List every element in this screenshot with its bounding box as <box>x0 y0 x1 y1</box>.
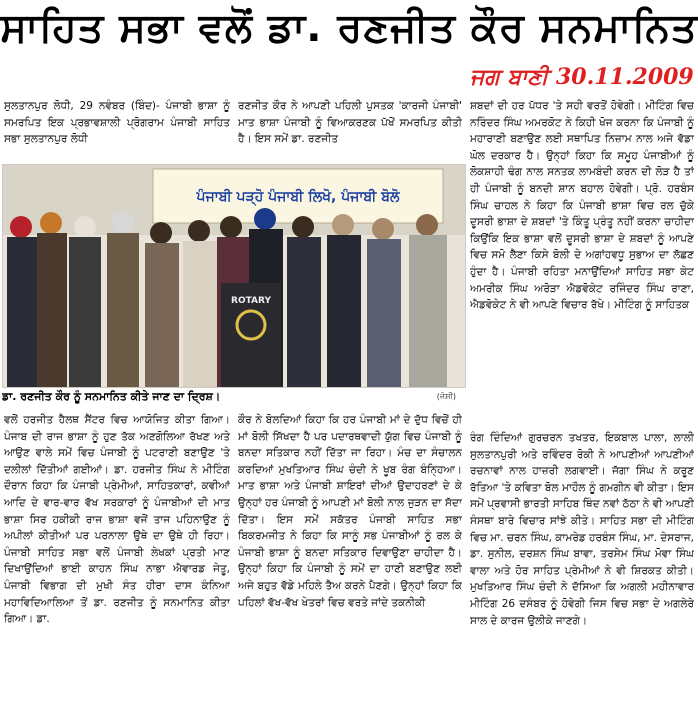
paragraph: ਰੰਗ ਦਿੰਦਿਆਂ ਗੁਰਚਰਨ ਤਖਤਰ, ਇਕਬਾਲ ਪਾਲਾ, ਲਾਲੀ ਸੁਲਤਾਨਪੁਰੀ ਅਤੇ ਰਵਿੰਦਰ ਰੋਕੀ ਨੇ ਆਪਣੀਆਂ ਆਪਣੀਆਂ ਰਚਨਾਵਾਂ ਨਾਲ ਹਾਜ਼ਰੀ ਲਗਵਾਈ। ਜੱਗਾ ਸਿੰਘ ਨੇ ਕਰੂਣ ਰੱਤਿਆ 'ਤੇ ਕਵਿਤਾ ਬੋਲ ਮਾਹੌਲ ਨੂੰ ਗਮਗੀਨ ਵੀ ਕੀਤਾ। ਇਸ ਸਮੇਂ ਪ੍ਰਵਾਸੀ ਭਾਰਤੀ ਸਾਹਿਬ ਥਿੰਦ ਨਵਾਂ ਠੱਠਾ ਨੇ ਵੀ ਆਪਣੀ ਸੰਸਥਾ ਬਾਰੇ ਵਿਚਾਰ ਸਾਂਝੇ ਕੀਤੇ। ਸਾਹਿਤ ਸਭਾ ਦੀ ਮੀਟਿੰਗ ਵਿਚ ਮਾ. ਚਰਨ ਸਿੰਘ, ਕਾਮਰੇਡ ਹਰਬੰਸ ਸਿੰਘ, ਮਾ. ਦੇਸਰਾਜ, ਡਾ. ਸੁਨੀਲ, ਦਰਸ਼ਨ ਸਿੰਘ ਬਾਵਾ, ਤਰਸੇਮ ਸਿੰਘ ਮੋਵਾ ਸਿੰਘ ਵਾਲਾ ਅਤੇ ਹੋਰ ਸਾਹਿਤ ਪ੍ਰੇਮੀਆਂ ਨੇ ਵੀ ਸ਼ਿਰਕਤ ਕੀਤੀ। ਮੁਖਤਿਆਰ ਸਿੰਘ ਚੰਦੀ ਨੇ ਦੱਸਿਆ ਕਿ ਅਗਲੀ ਮਹੀਨਾਵਾਰ ਮੀਟਿੰਗ 26 ਦਸੰਬਰ ਨੂੰ ਹੋਵੇਗੀ ਜਿਸ ਵਿਚ ਸਭਾ ਦੇ ਅਗਲੇਰੇ ਸਾਲ ਦੇ ਕਾਰਜ ਉਲੀਕੇ ਜਾਣਗੇ। <box>470 432 694 627</box>
headline: ਸਾਹਿਤ ਸਭਾ ਵਲੋਂ ਡਾ. ਰਣਜੀਤ ਕੌਰ ਸਨਮਾਨਿਤ <box>0 5 698 51</box>
newspaper-dateline: ਜਗ ਬਾਣੀ 30.11.2009 <box>470 64 694 90</box>
photo-credit: (ਜੋਸ਼ੀ) <box>436 392 456 401</box>
paragraph: ਵਲੋਂ ਹਰਜੀਤ ਹੈਲਥ ਸੈਂਟਰ ਵਿਚ ਆਯੋਜਿਤ ਕੀਤਾ ਗਿਆ। ਪੰਜਾਬ ਦੀ ਰਾਜ ਭਾਸ਼ਾ ਨੂੰ ਹੁਣ ਤੱਕ ਅਣਗੋਲਿਆ ਰੱਖਣ ਅਤੇ ਆਉਣ ਵਾਲੇ ਸਮੇਂ ਵਿਚ ਪੰਜਾਬੀ ਨੂੰ ਪਟਰਾਣੀ ਬਣਾਉਣ 'ਤੇ ਦਲੀਲਾਂ ਦਿੱਤੀਆਂ ਗਈਆਂ। ਡਾ. ਹਰਜੀਤ ਸਿੰਘ ਨੇ ਮੀਟਿੰਗ ਦੌਰਾਨ ਕਿਹਾ ਕਿ ਪੰਜਾਬੀ ਪ੍ਰੇਮੀਆਂ, ਸਾਹਿਤਕਾਰਾਂ, ਕਵੀਆਂ ਆਦਿ ਦੇ ਵਾਰ-ਵਾਰ ਵੱਖ ਸਰਕਾਰਾਂ ਨੂੰ ਪੰਜਾਬੀਆਂ ਦੀ ਮਾਤ ਭਾਸ਼ਾ ਸਿਰ ਹਕੀਕੀ ਰਾਜ ਭਾਸ਼ਾ ਵਜੋਂ ਤਾਜ ਪਹਿਨਾਉਣ ਨੂੰ ਅਪੀਲਾਂ ਕੀਤੀਆਂ ਪਰ ਪਰਨਾਲਾ ਉਥੇ ਦਾ ਉਥੇ ਹੀ ਰਿਹਾ। ਪੰਜਾਬੀ ਸਾਹਿਤ ਸਭਾ ਵਲੋਂ ਪੰਜਾਬੀ ਲੇਖਕਾਂ ਪ੍ਰਤੀ ਮਾਣ ਦਿਖਾਉਂਦਿਆਂ ਭਾਈ ਕਾਹਨ ਸਿੰਘ ਨਾਭਾ ਐਵਾਰਡ ਜੇਤੂ, ਪੰਜਾਬੀ ਵਿਭਾਗ ਦੀ ਮੁਖੀ ਸੰਤ ਹੀਰਾ ਦਾਸ ਕੰਨਿਆ ਮਹਾਵਿਦਿਆਲਿਆ ਤੋਂ ਡਾ. ਰਣਜੀਤ ਨੂੰ ਸਨਮਾਨਿਤ ਕੀਤਾ ਗਿਆ। ਡਾ. <box>4 414 230 626</box>
event-photo <box>2 164 466 388</box>
podium-text: ROTARY <box>231 296 271 306</box>
article-column-3-top <box>470 98 694 428</box>
article-column-2-top <box>238 98 462 160</box>
paragraph: ਸੁਲਤਾਨਪੁਰ ਲੋਧੀ, 29 ਨਵੰਬਰ (ਬਿੰਦ)- ਪੰਜਾਬੀ ਭਾਸ਼ਾ ਨੂੰ ਸਮਰਪਿਤ ਇਕ ਪ੍ਰਭਾਵਸ਼ਾਲੀ ਪ੍ਰੋਗਰਾਮ ਪੰਜਾਬੀ ਸਾਹਿਤ ਸਭਾ ਸੁਲਤਾਨਪੁਰ ਲੋਧੀ <box>4 100 230 146</box>
photo-caption <box>2 388 464 406</box>
paragraph: ਰਣਜੀਤ ਕੌਰ ਨੇ ਆਪਣੀ ਪਹਿਲੀ ਪੁਸਤਕ 'ਕਾਰਜੀ ਪੰਜਾਬੀ' ਮਾਤ ਭਾਸ਼ਾ ਪੰਜਾਬੀ ਨੂੰ ਵਿਆਕਰਣਕ ਪੱਖੋਂ ਸਮਰਪਿਤ ਕੀਤੀ ਹੈ। ਇਸ ਸਮੇਂ ਡਾ. ਰਣਜੀਤ <box>238 100 462 146</box>
article-column-3-bottom <box>470 430 694 718</box>
banner-text: ਪੰਜਾਬੀ ਪੜ੍ਹੋ ਪੰਜਾਬੀ ਲਿਖੋ, ਪੰਜਾਬੀ ਬੋਲੋ <box>196 189 400 205</box>
caption-text: ਡਾ. ਰਣਜੀਤ ਕੌਰ ਨੂੰ ਸਨਮਾਨਿਤ ਕੀਤੇ ਜਾਣ ਦਾ ਦ੍ਰਿਸ਼। <box>2 390 221 403</box>
article-column-1-top <box>4 98 230 160</box>
article-column-1-bottom <box>4 412 230 718</box>
article-column-2-bottom <box>238 412 462 718</box>
paragraph: ਸ਼ਬਦਾਂ ਦੀ ਹਰ ਪੱਧਰ 'ਤੇ ਸਹੀ ਵਰਤੋਂ ਹੋਵੇਗੀ। ਮੀਟਿੰਗ ਵਿਚ ਨਰਿੰਦਰ ਸਿੰਘ ਅਮਰਕੋਟ ਨੇ ਕਿਹੀ ਖੋਜ ਕਰਨਾ ਕਿ ਪੰਜਾਬੀ ਨੂੰ ਮਹਾਰਾਣੀ ਬਣਾਉਣ ਲਈ ਸਥਾਪਿਤ ਨਿਜ਼ਾਮ ਨਾਲ ਅਜੇ ਵੱਡਾ ਘੋਲ ਦਰਕਾਰ ਹੈ। ਉਨ੍ਹਾਂ ਕਿਹਾ ਕਿ ਸਮੂਹ ਪੰਜਾਬੀਆਂ ਨੂੰ ਲੋਕਸ਼ਾਹੀ ਢੰਗ ਨਾਲ ਸਨਤਕ ਲਾਮਬੰਦੀ ਕਰਨ ਦੀ ਲੋੜ ਹੈ ਤਾਂ ਹੀ ਪੰਜਾਬੀ ਨੂੰ ਬਨਦੀ ਸ਼ਾਨ ਬਹਾਲ ਹੋਵੇਗੀ। ਪ੍ਰੋ. ਹਰਬੰਸ ਸਿੰਘ ਚਾਹਲ ਨੇ ਕਿਹਾ ਕਿ ਪੰਜਾਬੀ ਭਾਸ਼ਾ ਵਿਚ ਰਲ ਚੁੱਕੇ ਦੂਸਰੀ ਭਾਸ਼ਾ ਦੇ ਸ਼ਬਦਾਂ 'ਤੇ ਕਿੰਤੂ ਪ੍ਰੰਤੂ ਨਹੀਂ ਕਰਨਾ ਚਾਹੀਦਾ ਕਿਉਂਕਿ ਇਕ ਭਾਸ਼ਾ ਵਲੋਂ ਦੂਸਰੀ ਭਾਸ਼ਾ ਦੇ ਸ਼ਬਦਾਂ ਨੂੰ ਆਪਣੇ ਵਿਚ ਸਮੋ ਲੈਣਾ ਕਿਸੇ ਬੋਲੀ ਦੇ ਅਗਾਂਹਵਧੂ ਸੁਭਾਅ ਦਾ ਲੱਛਣ ਹੁੰਦਾ ਹੈ। ਪੰਜਾਬੀ ਰਹਿਤਾ ਮਨਾਉਂਦਿਆਂ ਸਾਹਿਤ ਸਭਾ ਕੇਟ ਅਮਰੀਕ ਸਿੰਘ ਅਰੋੜਾ ਐਡਵੋਕੇਟ ਰਜਿੰਦਰ ਸਿੰਘ ਰਾਣਾ, ਐਡਵੋਕੇਟ ਨੇ ਵੀ ਆਪਣੇ ਵਿਚਾਰ ਰੱਖੇ। ਮੀਟਿੰਗ ਨੂੰ ਸਾਹਿਤਕ <box>470 100 694 312</box>
paragraph: ਕੌਰ ਨੇ ਬੋਲਦਿਆਂ ਕਿਹਾ ਕਿ ਹਰ ਪੰਜਾਬੀ ਮਾਂ ਦੇ ਦੁੱਧ ਵਿਚੋਂ ਹੀ ਮਾਂ ਬੋਲੀ ਸਿੱਖਦਾ ਹੈ ਪਰ ਪਦਾਰਥਵਾਦੀ ਯੁੱਗ ਵਿਚ ਪੰਜਾਬੀ ਨੂੰ ਬਨਦਾ ਸਤਿਕਾਰ ਨਹੀਂ ਦਿੱਤਾ ਜਾ ਰਿਹਾ। ਮੰਚ ਦਾ ਸੰਚਾਲਨ ਕਰਦਿਆਂ ਮੁਖਤਿਆਰ ਸਿੰਘ ਚੰਦੀ ਨੇ ਖੂਬ ਰੰਗ ਬੰਨ੍ਹਿਆ। ਮਾਤ ਭਾਸ਼ਾ ਅਤੇ ਪੰਜਾਬੀ ਸ਼ਾਇਰਾਂ ਦੀਆਂ ਉਦਾਹਰਣਾਂ ਦੇ ਕੇ ਉਨ੍ਹਾਂ ਹਰ ਪੰਜਾਬੀ ਨੂੰ ਆਪਣੀ ਮਾਂ ਬੋਲੀ ਨਾਲ ਜੁੜਨ ਦਾ ਸੱਦਾ ਦਿੱਤਾ। ਇਸ ਸਮੇਂ ਸਕੱਤਰ ਪੰਜਾਬੀ ਸਾਹਿਤ ਸਭਾ ਬਿਕਰਮਜੀਤ ਨੇ ਕਿਹਾ ਕਿ ਸਾਨੂੰ ਸਭ ਪੰਜਾਬੀਆਂ ਨੂੰ ਰਲ ਕੇ ਪੰਜਾਬੀ ਭਾਸ਼ਾ ਨੂੰ ਬਨਦਾ ਸਤਿਕਾਰ ਦਿਵਾਉਣਾ ਚਾਹੀਦਾ ਹੈ। ਉਨ੍ਹਾਂ ਕਿਹਾ ਕਿ ਪੰਜਾਬੀ ਨੂੰ ਸਮੇਂ ਦਾ ਹਾਣੀ ਬਣਾਉਣ ਲਈ ਅਜੇ ਬਹੁਤ ਵੱਡੇ ਮਹਿਲੇ ਤੈਅ ਕਰਨੇ ਪੈਣਗੇ। ਉਨ੍ਹਾਂ ਕਿਹਾ ਕਿ ਪਹਿਲਾਂ ਵੱਖ-ਵੱਖ ਖੇਤਰਾਂ ਵਿਚ ਵਰਤੇ ਜਾਂਦੇ ਤਕਨੀਕੀ <box>238 414 462 609</box>
photo-illustration <box>3 165 465 387</box>
